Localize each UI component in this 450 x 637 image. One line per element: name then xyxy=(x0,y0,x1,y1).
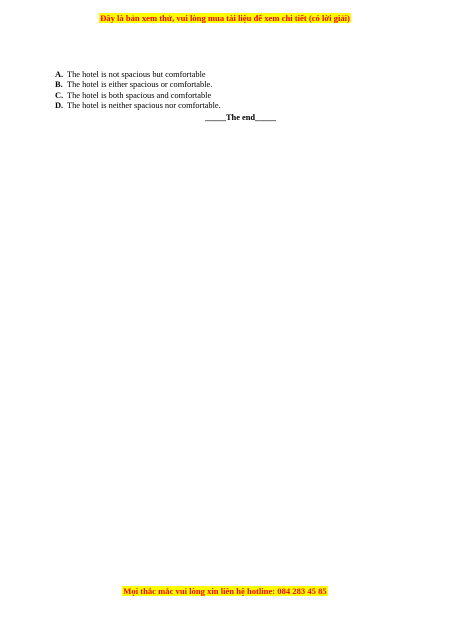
option-d xyxy=(55,101,221,111)
answer-options xyxy=(55,70,221,112)
preview-notice-banner xyxy=(0,13,450,24)
option-letter: C. xyxy=(55,90,64,100)
option-letter: D. xyxy=(55,101,64,111)
option-text: The hotel is not spacious but comfortable xyxy=(67,70,206,79)
option-letter: B. xyxy=(55,80,63,90)
end-marker xyxy=(0,112,450,123)
option-letter: A. xyxy=(55,70,64,79)
option-b xyxy=(55,80,221,90)
option-text: The hotel is neither spacious nor comfortable. xyxy=(67,101,221,111)
option-text: The hotel is either spacious or comfortable. xyxy=(67,80,213,90)
option-c xyxy=(55,91,221,101)
option-text: The hotel is both spacious and comfortable xyxy=(67,90,212,100)
hotline-footer-banner xyxy=(0,586,450,597)
option-a xyxy=(55,70,221,80)
hotline-footer-text: Mọi thắc mắc vui lòng xin liên hệ hotline: 084 283 45 85 xyxy=(123,586,327,596)
end-marker-text: _____The end_____ xyxy=(205,113,276,122)
preview-notice-text: Đây là bản xem thử, vui lòng mua tài liệu để xem chi tiết (có lời giải) xyxy=(100,13,350,23)
